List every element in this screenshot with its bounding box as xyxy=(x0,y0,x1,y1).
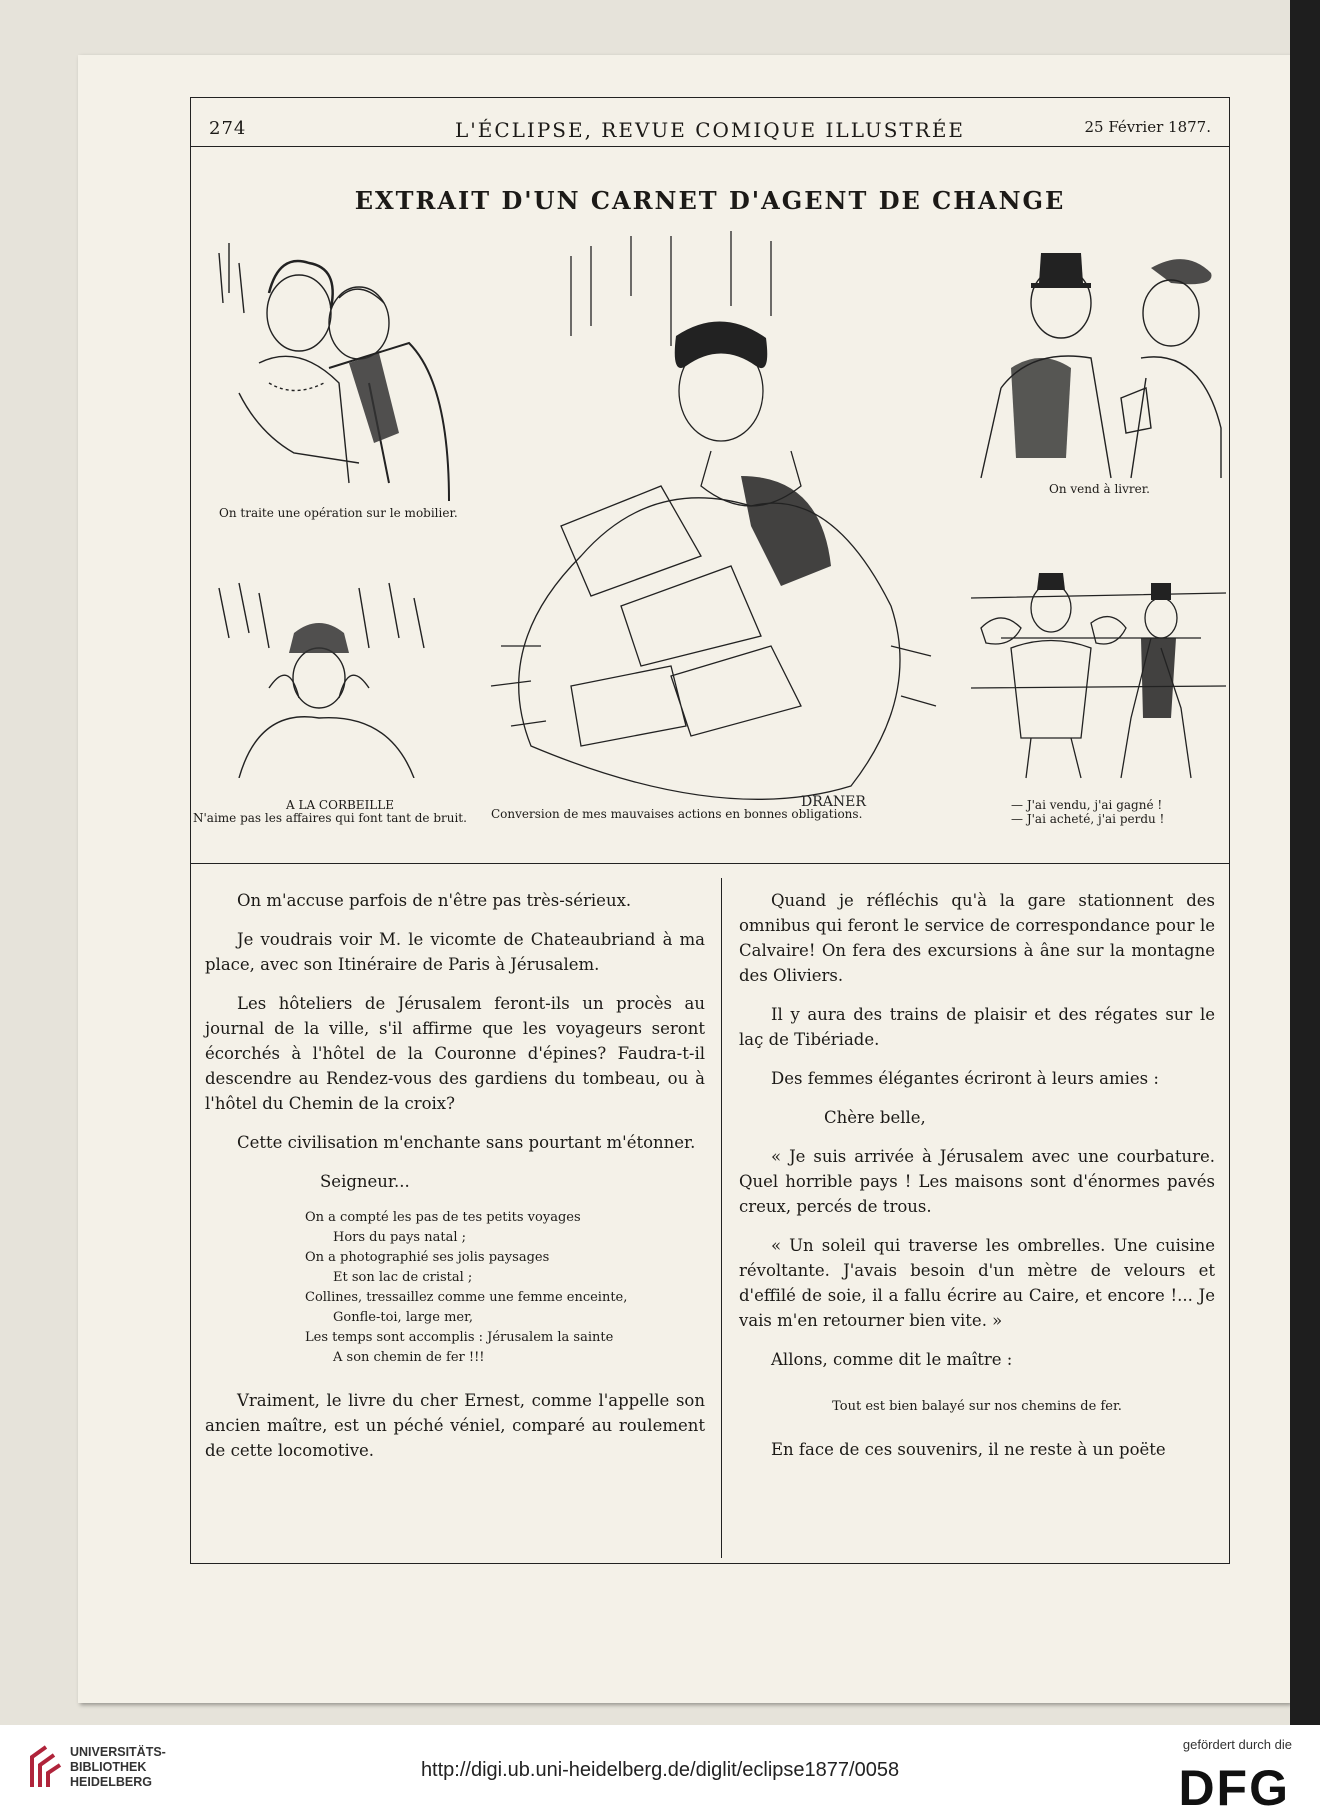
footer-bar xyxy=(0,1725,1320,1819)
right-column xyxy=(739,888,1215,1476)
illustration-stock-exchange-man xyxy=(199,578,439,778)
issue-date: 25 Février 1877. xyxy=(1084,118,1211,136)
poem xyxy=(305,1208,705,1368)
funding-label: gefördert durch die xyxy=(1182,1737,1292,1752)
running-title: L'ÉCLIPSE, REVUE COMIQUE ILLUSTRÉE xyxy=(454,118,966,142)
paragraph: « Je suis arrivée à Jérusalem avec une courbature. Quel horrible pays ! Les maisons sont d'énormes pavés creux, percés de trous. xyxy=(739,1147,1215,1216)
paragraph: Cette civilisation m'enchante sans pourtant m'étonner. xyxy=(237,1133,696,1152)
poem-line: On a compté les pas de tes petits voyages xyxy=(305,1210,581,1225)
paragraph: Je voudrais voir M. le vicomte de Chateaubriand à ma place, avec son Itinéraire de Paris à Jérusalem. xyxy=(205,930,705,974)
dfg-logo: DFG xyxy=(1178,1760,1290,1816)
caption-top-right: On vend à livrer. xyxy=(1049,482,1150,496)
paragraph: Des femmes élégantes écriront à leurs amies : xyxy=(771,1069,1159,1088)
book-edge xyxy=(1290,0,1320,1725)
institution-name: UNIVERSITÄTS- BIBLIOTHEK HEIDELBERG xyxy=(70,1745,166,1789)
caption-bottom-right-2: — J'ai acheté, j'ai perdu ! xyxy=(1011,812,1165,826)
running-header xyxy=(191,98,1229,147)
permalink-url[interactable]: http://digi.ub.uni-heidelberg.de/diglit/eclipse1877/0058 xyxy=(420,1759,900,1781)
illustration-two-speculators xyxy=(971,538,1226,783)
poem-line: On a photographié ses jolis paysages xyxy=(305,1250,550,1265)
caption-bottom-right-1: — J'ai vendu, j'ai gagné ! xyxy=(1011,798,1163,812)
column-divider xyxy=(721,878,722,1558)
paragraph: « Un soleil qui traverse les ombrelles. Une cuisine révoltante. J'avais besoin d'un mètre de velours et d'effilé de soie, il a fallu écrire au Caire, et encore !... Je vais m'en retourner bien vite. » xyxy=(739,1236,1215,1330)
page-number: 274 xyxy=(209,118,247,139)
caption-corbeille-heading: A LA CORBEILLE xyxy=(286,798,394,812)
paragraph: Vraiment, le livre du cher Ernest, comme l'appelle son ancien maître, est un péché véniel, comparé au roulement de cette locomotive. xyxy=(205,1391,705,1460)
section-divider xyxy=(191,863,1229,864)
paragraph: Chère belle, xyxy=(824,1108,926,1127)
paragraph: Seigneur... xyxy=(320,1172,410,1191)
paragraph: Les hôteliers de Jérusalem feront-ils un procès au journal de la ville, s'il affirme que les voyageurs seront écorchés à l'hôtel de la Couronne d'épines? Faudra-t-il descendre au Rendez-vous des gardiens du tombeau, ou à l'hôtel du Chemin de la croix? xyxy=(205,994,705,1113)
poem-line: Collines, tressaillez comme une femme enceinte, xyxy=(305,1290,628,1305)
article-title: EXTRAIT D'UN CARNET D'AGENT DE CHANGE xyxy=(354,186,1066,215)
poem-line: Les temps sont accomplis : Jérusalem la sainte xyxy=(305,1330,614,1345)
poem-line: Et son lac de cristal ; xyxy=(333,1270,473,1285)
caption-bottom-left: N'aime pas les affaires qui font tant de bruit. xyxy=(193,811,467,825)
caption-top-left: On traite une opération sur le mobilier. xyxy=(219,506,458,520)
page-frame xyxy=(190,97,1230,1564)
paragraph: On m'accuse parfois de n'être pas très-sérieux. xyxy=(237,891,632,910)
illustration-woman-with-papers xyxy=(471,226,941,821)
illustration-couple xyxy=(199,233,454,501)
poem-line: Hors du pays natal ; xyxy=(333,1230,466,1245)
poem-line: Gonfle-toi, large mer, xyxy=(333,1310,474,1325)
left-column xyxy=(205,888,705,1477)
poem-line: A son chemin de fer !!! xyxy=(333,1350,485,1365)
paragraph: Allons, comme dit le maître : xyxy=(771,1350,1013,1369)
paragraph: Quand je réfléchis qu'à la gare stationnent des omnibus qui feront le service de correspondance pour le Calvaire! On fera des excursions à âne sur la montagne des Oliviers. xyxy=(739,891,1215,985)
paragraph: Il y aura des trains de plaisir et des régates sur le laç de Tibériade. xyxy=(739,1005,1215,1049)
paragraph: En face de ces souvenirs, il ne reste à un poëte xyxy=(771,1440,1166,1459)
quotation: Tout est bien balayé sur nos chemins de fer. xyxy=(832,1399,1122,1414)
illustration-top-hat-couple xyxy=(971,228,1226,483)
caption-center: Conversion de mes mauvaises actions en bonnes obligations. xyxy=(491,807,863,821)
signature: DRANER xyxy=(801,794,866,810)
